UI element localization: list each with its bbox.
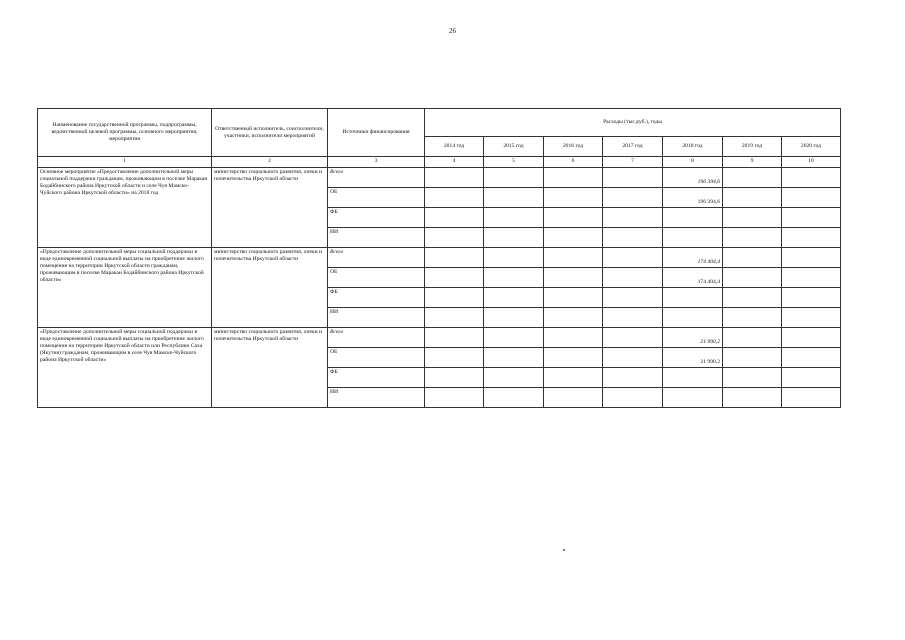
measure-name: «Предоставление дополнительной меры социальной поддержки в виде единовременной социальной выплаты на приобретение жилого помещения на территории Иркутской области или Республики Саха (Якутия) гражданам, проживающим в селе Чуя Мамско-Чуйского района Иркутской области» [38, 328, 212, 408]
value-cell: 196 394,6 [663, 188, 723, 208]
table-row [38, 248, 841, 268]
header-year: 2020 год [782, 137, 841, 157]
header-year: 2018 год [663, 137, 723, 157]
column-number: 3 [328, 157, 425, 168]
source-label: Всего [328, 328, 425, 348]
header-year: 2014 год [425, 137, 484, 157]
table-row [38, 328, 841, 348]
column-number: 1 [38, 157, 212, 168]
value-cell: 174 404,4 [663, 268, 723, 288]
measure-name: «Предоставление дополнительной меры социальной поддержки в виде единовременной социальной выплаты на приобретение жилого помещения на территории Иркутской области гражданам, проживающим в поселке Маракан Бодайбинского района Иркутской области» [38, 248, 212, 328]
measure-executor: министерство социального развития, опеки и попечительства Иркутской области [212, 328, 328, 408]
page-number: 26 [449, 27, 456, 35]
measure-name: Основное мероприятие «Предоставление дополнительной меры социальной поддержки гражданам, проживающим в поселке Маракан Бодайбинского района Иркутской области и селе Чуя Мамско-Чуйского района Иркутской области» на 2018 год [38, 168, 212, 248]
source-label: ОБ [328, 268, 425, 288]
column-number: 10 [782, 157, 841, 168]
header-year: 2017 год [603, 137, 663, 157]
column-number: 6 [544, 157, 603, 168]
column-number: 4 [425, 157, 484, 168]
value-cell: 21 990,2 [663, 328, 723, 348]
column-number: 5 [484, 157, 544, 168]
header-expenses: Расходы (тыс.руб.), годы [425, 109, 841, 137]
value-cell: 21 990,2 [663, 348, 723, 368]
source-label: ИИ [328, 228, 425, 248]
value-cell: 174 404,4 [663, 248, 723, 268]
column-number: 9 [723, 157, 782, 168]
header-sources: Источники финансирования [328, 109, 425, 157]
source-label: Всего [328, 168, 425, 188]
source-label: ФБ [328, 208, 425, 228]
column-number: 7 [603, 157, 663, 168]
measure-executor: министерство социального развития, опеки и попечительства Иркутской области [212, 168, 328, 248]
measure-executor: министерство социального развития, опеки и попечительства Иркутской области [212, 248, 328, 328]
source-label: ОБ [328, 348, 425, 368]
source-label: ИИ [328, 388, 425, 408]
scan-speck [563, 549, 565, 551]
column-number: 2 [212, 157, 328, 168]
header-name: Наименование государственной программы, подпрограммы, ведомственной целевой программы, основного мероприятия, мероприятия [38, 109, 212, 157]
value-cell: 196 394,6 [663, 168, 723, 188]
source-label: ИИ [328, 308, 425, 328]
source-label: ФБ [328, 368, 425, 388]
table-row [38, 168, 841, 188]
header-year: 2019 год [723, 137, 782, 157]
source-label: ОБ [328, 188, 425, 208]
header-executor: Ответственный исполнитель, соисполнители, участники, исполнители мероприятий [212, 109, 328, 157]
source-label: Всего [328, 248, 425, 268]
header-year: 2016 год [544, 137, 603, 157]
column-number: 8 [663, 157, 723, 168]
header-year: 2015 год [484, 137, 544, 157]
expenses-table [37, 108, 841, 408]
source-label: ФБ [328, 288, 425, 308]
